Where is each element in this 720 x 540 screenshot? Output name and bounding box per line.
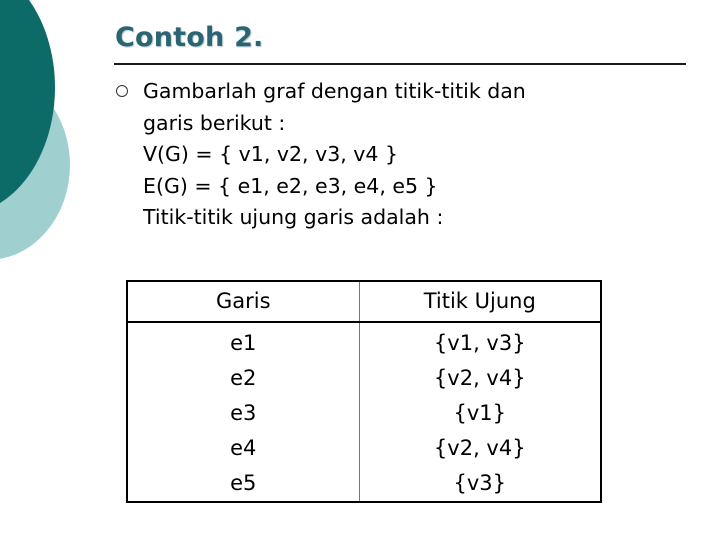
title-underline [114, 63, 686, 65]
table-cell: {v1} [453, 401, 507, 425]
table-cell: e5 [230, 471, 257, 495]
table-header-row [127, 281, 601, 322]
table-cell: {v2, v4} [433, 366, 526, 390]
bullet-circle-icon [116, 85, 128, 97]
column-header-garis: Garis [127, 281, 359, 322]
table-row [127, 322, 601, 502]
column-header-titik-ujung: Titik Ujung [359, 281, 601, 322]
endpoints-column-cell [359, 322, 601, 502]
table-cell: e2 [230, 366, 257, 390]
edges-column-cell [127, 322, 359, 502]
body-line: garis berikut : [143, 110, 286, 135]
table-cell: {v3} [453, 471, 507, 495]
body-line: V(G) = { v1, v2, v3, v4 } [143, 142, 399, 166]
body-line: E(G) = { e1, e2, e3, e4, e5 } [143, 173, 438, 198]
table-cell: e1 [230, 331, 257, 355]
slide-title: Contoh 2. [115, 22, 264, 53]
table-cell: e4 [230, 436, 257, 460]
table-cell: {v2, v4} [433, 436, 526, 460]
body-line: Titik-titik ujung garis adalah : [143, 205, 444, 229]
table-cell: {v1, v3} [433, 331, 526, 355]
table-cell: e3 [230, 401, 257, 425]
body-line: Gambarlah graf dengan titik-titik dan [143, 79, 526, 103]
slide-body [143, 76, 663, 234]
edge-endpoint-table [126, 280, 602, 503]
